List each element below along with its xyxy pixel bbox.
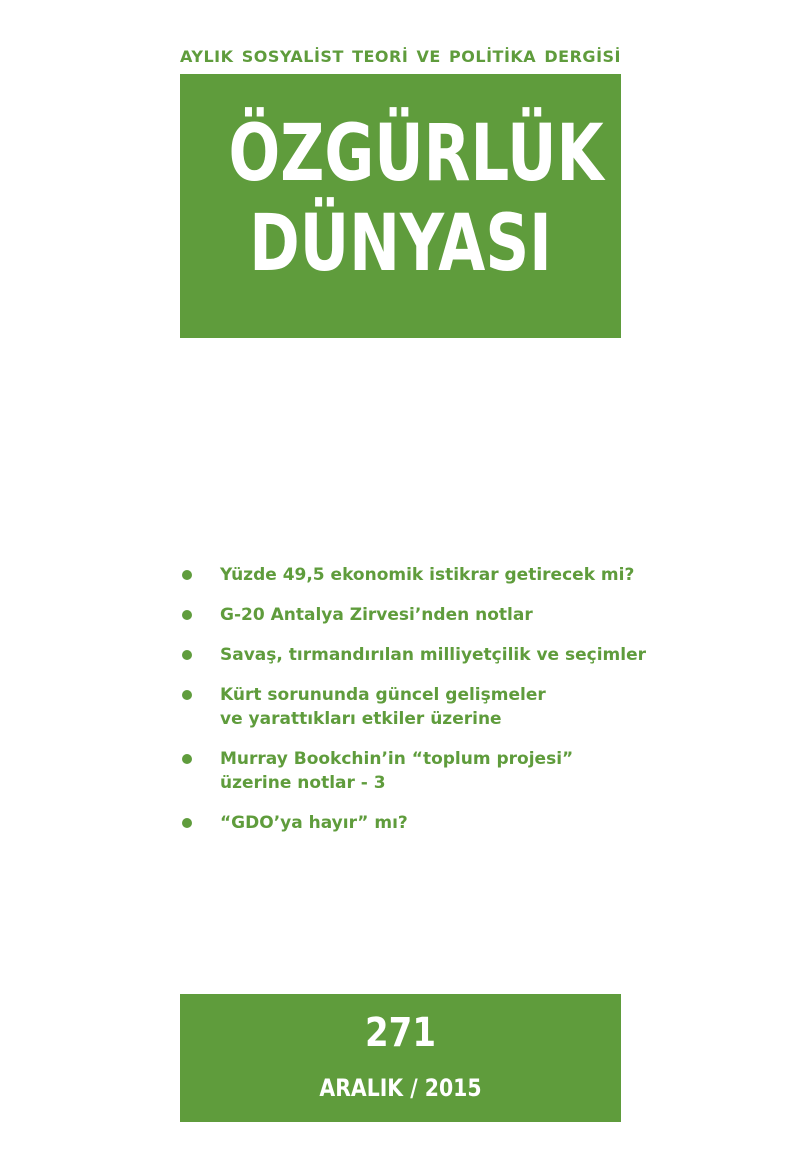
contents-item (180, 747, 640, 795)
contents-item-text: G-20 Antalya Zirvesi’nden notlar (220, 605, 533, 625)
contents-item-text: ve yarattıkları etkiler üzerine (220, 709, 502, 729)
magazine-title-line-1: ÖZGÜRLÜK (228, 109, 604, 199)
contents-item (180, 811, 640, 835)
bullet-icon (182, 650, 192, 660)
bullet-icon (182, 690, 192, 700)
magazine-title-line-2: DÜNYASI (249, 199, 552, 289)
bullet-icon (182, 818, 192, 828)
contents-item-text: Yüzde 49,5 ekonomik istikrar getirecek mi? (220, 565, 635, 585)
contents-item-text: Murray Bookchin’in “toplum projesi” (220, 749, 574, 769)
issue-number: 271 (365, 1010, 436, 1056)
issue-box (180, 994, 621, 1122)
contents-item (180, 603, 640, 627)
contents-item-text: üzerine notlar - 3 (220, 773, 386, 793)
contents-item (180, 563, 640, 587)
contents-item (180, 683, 640, 731)
contents-item-text: “GDO’ya hayır” mı? (220, 813, 408, 833)
issue-date: ARALIK / 2015 (319, 1074, 482, 1102)
bullet-icon (182, 570, 192, 580)
contents-item-text: Kürt sorununda güncel gelişmeler (220, 685, 546, 705)
contents-item-text: Savaş, tırmandırılan milliyetçilik ve seçimler (220, 645, 646, 665)
contents-item (180, 643, 646, 667)
title-box (180, 74, 621, 338)
contents-list (180, 563, 646, 851)
bullet-icon (182, 610, 192, 620)
magazine-subtitle: AYLIK SOSYALİST TEORİ VE POLİTİKA DERGİSİ (180, 47, 621, 66)
bullet-icon (182, 754, 192, 764)
